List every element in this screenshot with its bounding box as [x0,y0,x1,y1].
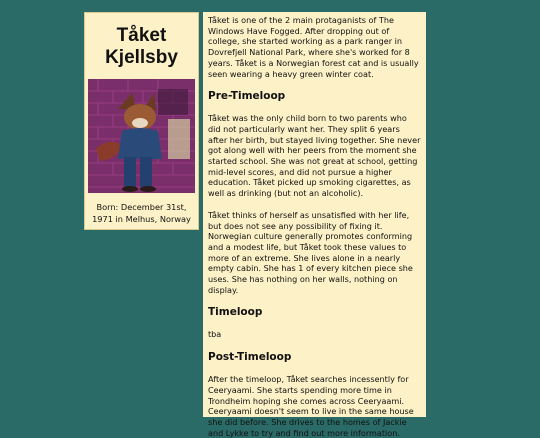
character-portrait [88,79,195,193]
article-content [203,12,426,438]
timeloop-paragraph: tba [208,329,222,340]
pre-timeloop-paragraph: Tåket was the only child born to two parents who did not particularly want her. They split 6 years after her birth, but stayed living together. She never got along well with her peers from the moment she started school. She was not great at school, getting mid-level scores, and did not pursue a higher education. Tåket picked up smoking cigarettes, as well as drinking (but not an alcoholic). [208,113,421,199]
pre-timeloop-paragraph: Tåket thinks of herself as unsatisfied with her life, but does not see any possibility of fixing it. Norwegian culture generally promotes conforming and a modest life, but Tåket took these values to more of an extreme. She lives alone in a nearly empty cabin. She has 1 of every kitchen piece she uses. She has nothing on her walls, nothing on display. [208,209,413,295]
intro-paragraph: Tåket is one of the 2 main protaganists of The Windows Have Fogged. After dropping out of college, she started working as a park ranger in Dovrefjell National Park, where she's worked for 8 years. Tåket is a Norwegian forest cat and is usually seen wearing a heavy green winter coat. [208,15,419,79]
birth-info: Born: December 31st, 1971 in Melhus, Norway [92,202,191,224]
character-name: Tåket Kjellsby [105,25,178,68]
section-heading-post-timeloop: Post-Timeloop [208,351,292,364]
section-heading-pre-timeloop: Pre-Timeloop [208,90,286,103]
post-timeloop-paragraph: After the timeloop, Tåket searches incessently for Ceeryaami. She starts spending more time in Trondheim hoping she comes across Ceeryaami. Ceeryaami doesn't seem to live in the same house she did before. She drives to the homes of Jackie and Lykke to try and find out more information. [208,374,414,438]
section-heading-timeloop: Timeloop [208,306,263,319]
profile-card [84,12,199,230]
